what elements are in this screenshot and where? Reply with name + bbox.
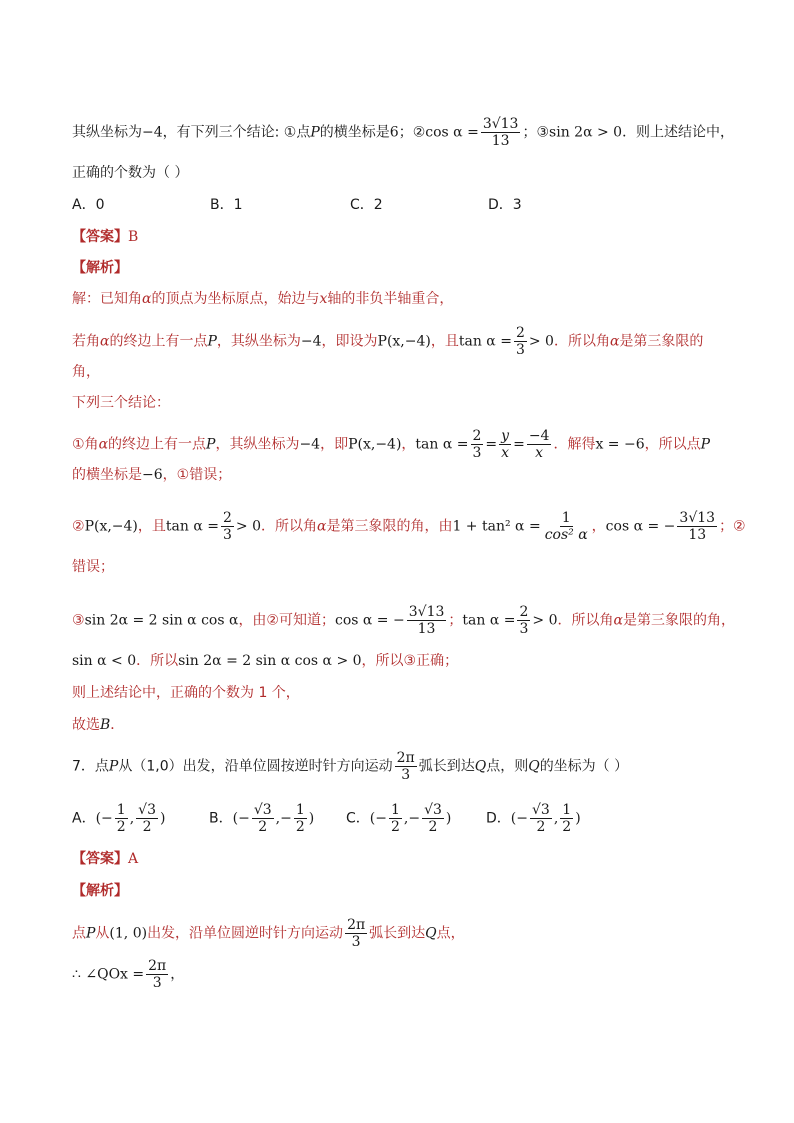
text: 是第三象限的角，由 <box>326 518 453 535</box>
option-d <box>486 802 581 835</box>
math: Q <box>425 925 437 942</box>
text: 的横坐标是 <box>72 467 142 483</box>
math: P <box>310 124 320 141</box>
text: 是第三象限的 <box>619 333 704 350</box>
math: P <box>206 436 216 453</box>
q6-solution-line-1 <box>72 289 734 309</box>
numerator: 2 <box>515 325 525 341</box>
fraction <box>294 802 307 835</box>
fraction <box>543 510 590 543</box>
numerator: 1 <box>116 802 126 818</box>
analysis-label: 【解析】 <box>72 260 128 276</box>
math: −4 <box>142 124 163 141</box>
math: ) <box>308 810 315 827</box>
q7-options <box>72 802 734 835</box>
fraction <box>407 604 447 637</box>
denominator: 2 <box>428 819 438 835</box>
q6-solution-line-2 <box>72 325 734 358</box>
denominator: 3 <box>519 621 529 637</box>
math: tan α = <box>165 518 219 535</box>
math: > 0 <box>528 333 554 350</box>
text: ．所以 <box>136 653 179 669</box>
option-b <box>209 802 346 835</box>
text: ， <box>170 966 185 983</box>
math: sin 2α = 2 sin α cos α <box>84 612 239 629</box>
q6-options <box>72 195 734 215</box>
math: −6 <box>142 467 163 483</box>
math: B <box>100 717 111 733</box>
numerator: 2 <box>519 604 529 620</box>
option-a: A．0 <box>72 197 105 213</box>
text: 故选 <box>72 717 100 733</box>
option-label: D． <box>486 810 511 827</box>
analysis-label: 【解析】 <box>72 883 128 899</box>
text: ．所以角 <box>553 333 610 350</box>
text: 的横坐标是 <box>319 124 390 141</box>
fraction <box>481 116 521 149</box>
math: P(x,−4) <box>348 436 402 453</box>
answer-value: A <box>128 851 139 867</box>
fraction <box>146 958 168 991</box>
math: ) <box>159 810 166 827</box>
math: (1, 0) <box>109 925 148 942</box>
denominator: 2 <box>562 819 572 835</box>
text: 若角 <box>72 333 100 350</box>
text: 点 <box>72 925 86 942</box>
numerator: √3 <box>424 802 442 818</box>
text: ，由②可知道； <box>238 612 335 629</box>
text: ，所以③正确； <box>361 653 459 669</box>
denominator: 13 <box>417 621 436 637</box>
fraction <box>345 917 367 950</box>
math: P <box>86 925 96 942</box>
math: −4 <box>299 436 321 453</box>
math: tan α = <box>415 436 469 453</box>
denominator: cos² α <box>544 527 588 543</box>
denominator: 2 <box>536 819 546 835</box>
math: ) <box>445 810 452 827</box>
math: P <box>108 758 119 775</box>
text: 解：已知角 <box>72 291 142 307</box>
q6-solution-line-6 <box>72 465 734 485</box>
denominator: 3 <box>515 342 525 358</box>
q6-solution-line-7 <box>72 510 746 543</box>
text: 从 <box>95 925 110 942</box>
math: ,− <box>275 810 292 827</box>
text: 的顶点为坐标原点，始边与 <box>151 291 320 307</box>
numerator: 2 <box>222 510 232 526</box>
text: ，有下列三个结论: ①点 <box>162 124 311 141</box>
math: > 0 <box>235 518 261 535</box>
denominator: x <box>501 445 510 461</box>
math: (− <box>95 810 113 827</box>
math: 1 + tan² α = <box>452 518 541 535</box>
math: (− <box>232 810 250 827</box>
fraction <box>252 802 274 835</box>
q6-solution-line-10 <box>72 651 734 671</box>
q6-statement-line-1 <box>72 116 734 149</box>
text: ， <box>591 518 606 535</box>
numerator: 2π <box>396 750 415 766</box>
text: 弧长到达 <box>418 758 475 775</box>
fraction <box>389 802 402 835</box>
numerator: 1 <box>295 802 305 818</box>
q6-solution-line-12 <box>72 715 734 735</box>
text: ，所以点 <box>644 436 701 453</box>
answer-value: B <box>128 229 139 245</box>
numerator: 2 <box>472 428 482 444</box>
text: ．所以角 <box>557 612 614 629</box>
q6-solution-line-3: 角， <box>72 364 100 380</box>
math: 6 <box>389 124 399 141</box>
denominator: 2 <box>116 819 126 835</box>
text: ，且 <box>137 518 166 535</box>
q6-solution-line-4: 下列三个结论： <box>72 395 170 411</box>
q6-solution-line-9 <box>72 604 734 637</box>
q6-solution-line-8: 错误； <box>72 559 114 575</box>
fraction <box>527 428 552 461</box>
math: cos α = − <box>335 612 405 629</box>
math: α <box>609 333 620 350</box>
numerator: 1 <box>390 802 400 818</box>
math: , <box>553 810 559 827</box>
text: ，即 <box>320 436 349 453</box>
math: x <box>319 291 328 307</box>
option-label: C． <box>346 810 370 827</box>
denominator: 2 <box>142 819 152 835</box>
text: 点， <box>436 925 465 942</box>
text: ；② <box>398 124 426 141</box>
fraction <box>560 802 573 835</box>
denominator: 3 <box>351 934 361 950</box>
text: ，其纵坐标为 <box>216 333 301 350</box>
math: α <box>100 333 110 350</box>
q6-analysis-label <box>72 258 734 278</box>
option-label: A． <box>72 810 96 827</box>
fraction <box>221 510 234 543</box>
math: , <box>129 810 135 827</box>
math: > 0 <box>532 612 558 629</box>
text: 弧长到达 <box>369 925 426 942</box>
q7-analysis-label <box>72 881 734 901</box>
q6-answer <box>72 227 734 247</box>
numerator: 1 <box>562 802 572 818</box>
math: P <box>207 333 217 350</box>
text: 的坐标为（ ） <box>539 758 629 775</box>
numerator: −4 <box>528 428 550 444</box>
q7-solution-line-1 <box>72 917 734 950</box>
math: α <box>98 436 109 453</box>
text: 轴的非负半轴重合， <box>327 291 454 307</box>
denominator: 13 <box>491 133 510 149</box>
option-b: B．1 <box>210 197 243 213</box>
denominator: 3 <box>222 527 232 543</box>
math: sin α < 0 <box>72 653 137 669</box>
math: −4 <box>300 333 322 350</box>
text: ．所以角 <box>260 518 317 535</box>
denominator: x <box>535 445 544 461</box>
text: 7．点 <box>72 758 109 775</box>
q6-statement-line-2: 正确的个数为（ ） <box>72 165 189 181</box>
numerator: 1 <box>561 510 571 526</box>
math: sin 2α > 0 <box>549 124 623 141</box>
fraction <box>517 604 530 637</box>
text: ， <box>401 436 416 453</box>
denominator: 3 <box>472 445 482 461</box>
text: ． <box>110 717 125 733</box>
option-a <box>72 802 209 835</box>
option-label: B． <box>209 810 233 827</box>
text: ，即设为 <box>321 333 378 350</box>
text: 是第三象限的角， <box>622 612 735 629</box>
math: sin 2α = 2 sin α cos α > 0 <box>178 653 362 669</box>
fraction <box>471 428 484 461</box>
math: ∴ ∠QOx = <box>72 966 145 983</box>
math: = <box>513 436 525 453</box>
math: cos α = <box>425 124 479 141</box>
math: P(x,−4) <box>377 333 431 350</box>
fraction <box>530 802 552 835</box>
option-c <box>346 802 486 835</box>
text: ； <box>448 612 463 629</box>
numerator: 3√13 <box>679 510 716 526</box>
text: ，其纵坐标为 <box>215 436 300 453</box>
q7-solution-line-2 <box>72 958 734 991</box>
math: tan α = <box>458 333 512 350</box>
numerator: √3 <box>531 802 550 818</box>
math: P <box>700 436 711 453</box>
fraction <box>136 802 158 835</box>
text: ，且 <box>430 333 459 350</box>
math: (− <box>510 810 528 827</box>
text: 从（1,0）出发，沿单位圆按逆时针方向运动 <box>118 758 393 775</box>
math: tan α = <box>462 612 516 629</box>
answer-label: 【答案】 <box>72 851 128 867</box>
denominator: 2 <box>390 819 400 835</box>
text: 其纵坐标为 <box>72 124 142 141</box>
text: ①角 <box>72 436 99 453</box>
fraction <box>499 428 511 461</box>
q6-solution-line-11: 则上述结论中，正确的个数为 1 个， <box>72 685 300 701</box>
q7-stem <box>72 750 734 783</box>
fraction <box>514 325 527 358</box>
math: ,− <box>403 810 421 827</box>
math: x = −6 <box>595 436 645 453</box>
denominator: 3 <box>152 975 162 991</box>
text: 点，则 <box>486 758 529 775</box>
answer-label: 【答案】 <box>72 229 128 245</box>
q7-answer <box>72 849 734 869</box>
math: (− <box>369 810 387 827</box>
math: cos α = − <box>605 518 676 535</box>
numerator: 2π <box>347 917 366 933</box>
text: ③ <box>72 612 85 629</box>
math: Q <box>474 758 487 775</box>
math: P(x,−4) <box>84 518 138 535</box>
fraction <box>422 802 444 835</box>
denominator: 3 <box>401 767 411 783</box>
fraction <box>677 510 717 543</box>
numerator: √3 <box>138 802 156 818</box>
text: 的终边上有一点 <box>109 333 208 350</box>
numerator: 3√13 <box>408 604 445 620</box>
text: ，①错误； <box>162 467 232 483</box>
text: ；② <box>719 518 746 535</box>
text: ．解得 <box>553 436 596 453</box>
numerator: 2π <box>148 958 167 974</box>
math: α <box>142 291 152 307</box>
denominator: 13 <box>688 527 707 543</box>
math: α <box>316 518 327 535</box>
math: = <box>485 436 498 453</box>
math: Q <box>528 758 540 775</box>
numerator: 3√13 <box>482 116 519 132</box>
option-d: D．3 <box>488 197 522 213</box>
text: 的终边上有一点 <box>108 436 207 453</box>
q6-solution-line-5 <box>72 428 734 461</box>
numerator: √3 <box>253 802 272 818</box>
denominator: 2 <box>295 819 305 835</box>
text: 出发，沿单位圆逆时针方向运动 <box>147 925 344 942</box>
option-c: C．2 <box>350 197 383 213</box>
text: ；③ <box>522 124 550 141</box>
fraction <box>115 802 128 835</box>
text: ② <box>72 518 85 535</box>
math: α <box>613 612 623 629</box>
denominator: 2 <box>258 819 268 835</box>
fraction <box>395 750 417 783</box>
math: ) <box>575 810 581 827</box>
numerator: y <box>501 428 510 444</box>
text: ．则上述结论中， <box>622 124 735 141</box>
